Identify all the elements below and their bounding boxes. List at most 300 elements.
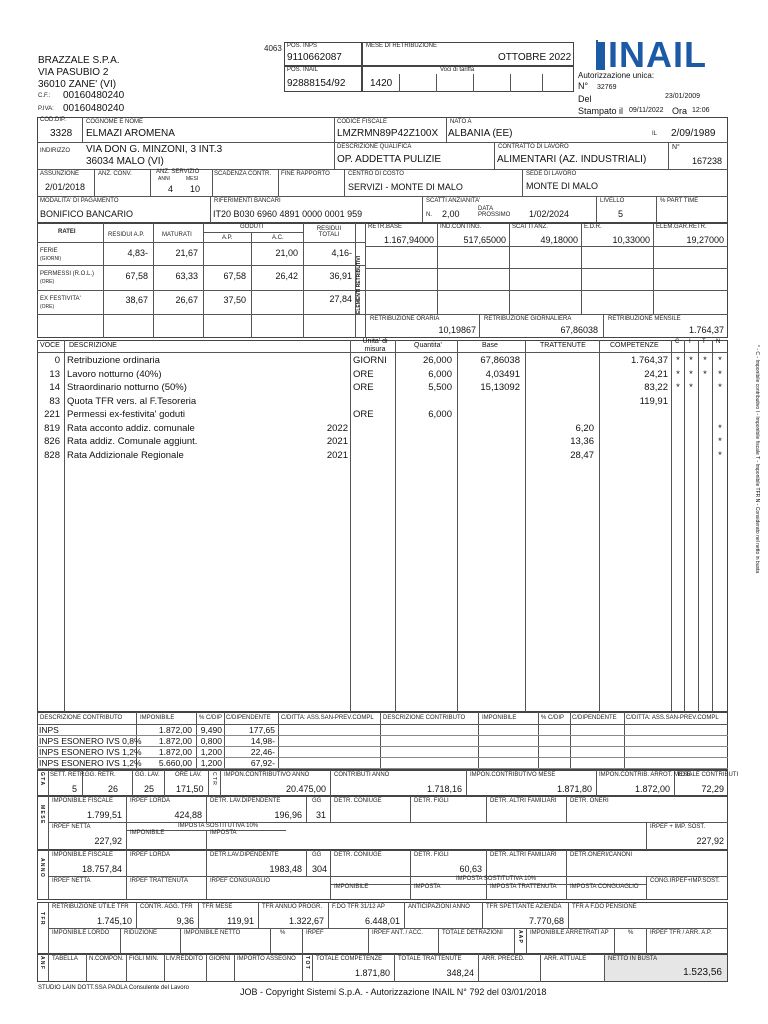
ind-conting-value: 517,65000	[463, 235, 506, 245]
ratei-name: FERIE	[40, 248, 58, 254]
ratei-maturati: 21,67	[175, 248, 198, 258]
il-value: 2/09/1989	[671, 128, 716, 139]
ratei-name: EX FESTIVITA'	[40, 296, 81, 302]
contributi-cell-cdip: 22,46-	[250, 747, 275, 757]
voci-cell-unita: ORE	[353, 409, 374, 420]
emp-line-3	[37, 196, 728, 197]
ratei-goduti-ap: 67,58	[223, 271, 246, 281]
mese-irpef-imp-sost-label: IRPEF + IMP. SOST.	[650, 824, 706, 830]
voci-tariffa-value: 1420	[370, 78, 393, 89]
tfr-v11	[302, 928, 303, 954]
anni-value: 4	[168, 184, 174, 194]
anf-v6	[302, 954, 303, 982]
sett-retr-value: 5	[72, 784, 78, 794]
contributi-cell-desc: INPS ESONERO IVS 1,2%	[39, 747, 142, 757]
tfr-contr-agg-value: 9,36	[176, 916, 194, 926]
voci-h-t: T	[702, 339, 706, 345]
voci-cell-voce: 13	[49, 368, 60, 380]
company-piva-value: 00160480240	[63, 103, 125, 114]
contratto-n-value: 167238	[692, 156, 723, 166]
autorizzazione-label: Autorizzazione unica:	[578, 71, 655, 80]
totale-trattenute-label: TOTALE TRATTENUTE	[398, 956, 462, 962]
gg-v2	[132, 770, 133, 796]
emp-v-livello	[596, 196, 597, 223]
anf-giorni-label: GIORNI	[209, 956, 231, 962]
voci-cell-i: *	[689, 382, 693, 393]
voci-v-base	[457, 340, 458, 712]
tfr-v1	[136, 902, 137, 928]
tfr-v9	[180, 928, 181, 954]
ratei-residui-ap: 4,83-	[127, 248, 148, 258]
tfr-mese-value: 119,91	[227, 916, 254, 926]
voci-divider-4	[510, 74, 511, 92]
anno-imposta-conguaglio-label: IMPOSTA CONGUAGLIO	[570, 884, 639, 890]
contr-v8	[570, 712, 571, 770]
anno-v2	[206, 850, 207, 900]
tfr-contr-agg-label: CONTR. AGG. TFR	[140, 904, 193, 910]
anf-importo-label: IMPORTO ASSEGNO	[237, 956, 296, 962]
ora-label: Ora	[672, 106, 688, 116]
impon-arrot-label: IMPON.CONTRIB. ARROT. MESE	[599, 772, 692, 778]
anno-imposta-trattenuta-label: IMPOSTA TRATTENUTA	[490, 884, 557, 890]
ratei-row1-line	[37, 265, 365, 266]
ratei-residui-ap: 67,58	[125, 271, 148, 281]
fine-rapporto-label: FINE RAPPORTO	[281, 171, 330, 177]
ratei-unit: (GIORNI)	[40, 256, 62, 262]
tfr-side-label: T F R	[39, 912, 45, 925]
retr-line-2	[365, 268, 728, 269]
inail-logo	[594, 34, 720, 75]
ratei-maturati: 63,33	[175, 271, 198, 281]
mese-detr-lav-label: DETR. LAV.DIPENDENTE	[210, 798, 281, 804]
oraria-value: 10,19867	[438, 325, 476, 335]
voci-h-unita: Unita' di misura	[362, 338, 388, 353]
ratei-head-line	[37, 242, 365, 243]
mese-v3	[306, 796, 307, 822]
mese-detr-altri-label: DETR. ALTRI FAMILIARI	[490, 798, 557, 804]
nato-label: NATO A	[450, 119, 472, 125]
ctr-label: C T R	[211, 772, 217, 785]
anf-v0	[48, 954, 49, 982]
anno-irpef-netta-label: IRPEF NETTA	[52, 878, 91, 884]
contributi-cell-pc: 1,200	[200, 747, 222, 757]
contr-v5	[380, 712, 381, 770]
auth-del-value: 23/01/2009	[665, 93, 701, 100]
tfr-fdo-value: 6.448,01	[364, 916, 400, 926]
edr-value: 10,33000	[612, 235, 650, 245]
anno-detr-lav-value: 1983,48	[269, 864, 302, 874]
data-prossimo-value: 1/02/2024	[529, 209, 570, 219]
anf-v5	[234, 954, 235, 982]
company-address-1: VIA PASUBIO 2	[38, 67, 109, 78]
tfr-v6	[482, 902, 483, 928]
impon-contr-mese-label: IMPON.CONTRIBUTIVO MESE	[470, 772, 556, 778]
mese-detr-lav-value: 196,96	[274, 810, 302, 820]
riferimenti-value: IT20 B030 6960 4891 0000 0001 959	[213, 209, 363, 219]
mese-v2	[206, 796, 207, 822]
anf-v10	[540, 954, 541, 982]
ore-lav-value: 171,50	[176, 784, 204, 794]
tfr-imp-netto-label: IMPONIBILE NETTO	[184, 930, 241, 936]
gg-v0	[48, 770, 49, 796]
company-piva-label: P.IVA:	[38, 106, 54, 112]
emp-v-nato	[446, 117, 447, 142]
anno-irpef-lorda-label: IRPEF LORDA	[130, 852, 171, 858]
voci-divider-1	[399, 74, 400, 92]
emp-v-cf	[334, 117, 335, 169]
impon-contr-mese-value: 1.871,80	[556, 784, 592, 794]
contributi-anno-value: 1.718,16	[426, 784, 462, 794]
tfr-v10	[270, 928, 271, 954]
mese-imposta-label: IMPOSTA	[210, 830, 237, 836]
il-label: IL	[652, 131, 658, 137]
contributi-cell-desc: INPS	[39, 725, 59, 735]
assunzione-label: ASSUNZIONE	[40, 171, 80, 177]
tfr-v16	[614, 928, 615, 954]
anno-v4	[330, 850, 331, 900]
contr-h-pc: % C/DIP	[199, 715, 223, 721]
tfr-spettante-value: 7.770,68	[528, 916, 564, 926]
anno-imponibile-label: IMPONIBILE	[334, 884, 369, 890]
auth-n-label: N°	[578, 81, 589, 91]
contr-v7	[538, 712, 539, 770]
mese-v5	[410, 796, 411, 822]
company-address-2: 36010 ZANE' (VI)	[38, 79, 117, 90]
voci-cell-voce: 14	[49, 382, 60, 393]
anz-servizio-label: ANZ. SERVIZIO	[156, 169, 200, 175]
oraria-label: RETRIBUZIONE ORARIA	[370, 316, 440, 322]
tfr-anticipazioni-label: ANTICIPAZIONI ANNO	[408, 904, 470, 910]
voci-cell-voce: 83	[49, 395, 60, 407]
voci-cell-qta: 6,000	[428, 368, 452, 380]
mesi-label: MESI	[186, 176, 199, 182]
anf-v2	[126, 954, 127, 982]
centro-costo-label: CENTRO DI COSTO	[348, 171, 404, 177]
elementi-retributivi-label: ELEMENTI RETRIBUTIVI	[356, 255, 362, 314]
contributi-cell-imp: 1.872,00	[158, 736, 192, 746]
emp-cf-value: LMZRMN89P42Z100X	[337, 128, 439, 139]
voci-cell-qta: 26,000	[422, 355, 452, 366]
voci-cell-c: *	[676, 382, 680, 393]
tfr-irpef-tfr-label: IRPEF TFR / ARR. A.P.	[650, 930, 712, 936]
retr-base-value: 1.167,94000	[383, 235, 434, 245]
ratei-row2-line	[37, 290, 365, 291]
contr-h-desc: DESCRIZIONE CONTRIBUTO	[40, 715, 123, 721]
emp-v-anzserv	[150, 169, 151, 196]
anno-v1	[126, 850, 127, 900]
ratei-row3-line	[37, 314, 365, 315]
ratei-goduti-ac: 21,00	[275, 248, 298, 258]
contributi-cell-imp: 1.872,00	[158, 747, 192, 757]
anf-v3	[164, 954, 165, 982]
contributi-cell-imp: 5.660,00	[158, 758, 192, 768]
contributi-cell-pc: 9,490	[200, 725, 222, 735]
giornaliera-value: 67,86038	[560, 325, 598, 335]
voci-cell-unita: ORE	[353, 368, 374, 380]
anno-mid-line	[48, 876, 728, 877]
edr-label: E.D.R.	[584, 224, 602, 230]
mese-imponibile-label: IMPONIBILE	[130, 830, 165, 836]
voci-cell-desc: Quota TFR vers. al F.Tesoreria	[67, 395, 197, 407]
tfr-annuo-label: TFR ANNUO PROGR.	[262, 904, 323, 910]
tfr-perc-label: %	[280, 930, 286, 936]
giornaliera-label: RETRIBUZIONE GIORNALIERA	[484, 316, 572, 322]
centro-costo-value: SERVIZI - MONTE DI MALO	[348, 182, 463, 192]
qualifica-value: OP. ADDETTA PULIZIE	[337, 154, 442, 165]
tfr-spettante-label: TFR SPETTANTE AZIENDA	[486, 904, 562, 910]
contributi-cell-cdip: 177,65	[249, 725, 275, 735]
anno-detr-figli-value: 60,63	[459, 864, 482, 874]
ratei-h-residui-tot: RESIDUI TOTALI	[316, 226, 342, 238]
emp-v-fine	[278, 169, 279, 196]
voci-cell-c: *	[676, 368, 680, 380]
arr-attuale-label: ARR. ATTUALE	[544, 956, 587, 962]
voci-v-n	[712, 340, 713, 712]
mese-side-label: M E S E	[39, 805, 45, 824]
modalita-value: BONIFICO BANCARIO	[40, 209, 134, 219]
voci-cell-unita: GIORNI	[353, 355, 387, 366]
contributi-cell-imp: 1.872,00	[158, 725, 192, 735]
anno-detr-lav-label: DETR.LAV.DIPENDENTE	[210, 852, 279, 858]
voci-cell-unita: 2021	[326, 449, 348, 461]
tfr-v7	[568, 902, 569, 928]
contributi-cell-cdip: 14,98-	[250, 736, 275, 746]
inail-logo-text: INAIL	[608, 34, 707, 75]
ratei-residui-tot: 4,16-	[331, 248, 352, 258]
tfr-v8	[120, 928, 121, 954]
voci-h-base: Base	[482, 342, 498, 349]
anf-v8	[394, 954, 395, 982]
mese-imposta-sost-label: IMPOSTA SOSTITUTIVA 10%	[178, 823, 259, 829]
gg-v4	[208, 770, 209, 796]
contr-h-pc-2: % C/DIP	[541, 715, 565, 721]
data-prossimo-label: DATA PROSSIMO	[478, 206, 511, 218]
elem-gar-label: ELEM.GAR.RETR.	[656, 224, 707, 230]
voci-v-tratt	[525, 340, 526, 712]
anno-side-label: A N N O	[39, 858, 45, 877]
mese-v8	[646, 822, 647, 850]
tfr-fdo-label: F.DO TFR 31/12 AP	[332, 904, 385, 910]
pos-inail-value: 92888154/92	[287, 78, 346, 89]
mese-v1	[126, 796, 127, 850]
company-cf-label: C.F.:	[38, 93, 51, 99]
voci-cell-tratt: 6,20	[575, 422, 594, 434]
anf-figli-label: FIGLI MIN.	[129, 956, 159, 962]
contributi-row-line	[37, 768, 728, 769]
voci-cell-unita: 2021	[326, 436, 348, 447]
voci-cell-desc: Lavoro notturno (40%)	[67, 368, 162, 380]
mese-block	[37, 796, 728, 850]
sede-label: SEDE DI LAVORO	[526, 171, 577, 177]
voci-cell-n: *	[718, 436, 722, 447]
tfr-v17	[646, 928, 647, 954]
anf-side-label: A N F	[39, 956, 45, 969]
totale-contributi-value: 72,29	[701, 784, 724, 794]
tfr-riduzione-label: RIDUZIONE	[124, 930, 157, 936]
mese-irpef-lorda-label: IRPEF LORDA	[130, 798, 171, 804]
anno-v0	[48, 850, 49, 900]
pos-inps-value: 9110662087	[287, 52, 342, 63]
impon-arrot-value: 1.872,00	[634, 784, 670, 794]
mese-value: OTTOBRE 2022	[498, 52, 572, 63]
contratto-n-label: N°	[672, 144, 680, 151]
anno-detr-altri-label: DETR. ALTRI FAMILIARI	[490, 852, 557, 858]
voci-cell-i: *	[689, 355, 693, 366]
emp-v-scad	[212, 169, 213, 196]
riferimenti-label: RIFERIMENTI BANCARI	[214, 198, 281, 204]
tfr-irpef-label: IRPEF	[306, 930, 324, 936]
gg-lav-label: GG. LAV.	[135, 772, 160, 778]
anno-gg-value: 304	[312, 864, 328, 874]
ratei-h-ratei: RATEI	[58, 229, 76, 235]
arr-preced-label: ARR. PRECED.	[482, 956, 525, 962]
assunzione-value: 2/01/2018	[45, 182, 86, 192]
emp-v-centro	[344, 169, 345, 196]
anf-livreddito-label: LIV.REDDITO	[166, 956, 204, 962]
ore-lav-label: ORE LAV.	[175, 772, 202, 778]
company-name: BRAZZALE S.P.A.	[38, 55, 120, 66]
contratto-label: CONTRATTO DI LAVORO	[498, 144, 569, 150]
anf-v4	[206, 954, 207, 982]
voci-v-i	[684, 340, 685, 712]
ratei-h-ac: A.C.	[272, 235, 284, 241]
mese-irpef-imp-sost-value: 227,92	[696, 836, 724, 846]
anz-conv-label: ANZ. CONV.	[98, 171, 132, 177]
contr-h-desc-2: DESCRIZIONE CONTRIBUTO	[383, 715, 466, 721]
retr-v6	[603, 314, 604, 338]
tfr-retr-utile-value: 1.745,10	[96, 916, 132, 926]
voci-cell-n: *	[718, 382, 722, 393]
tfr-fdo-pens-label: TFR A F.DO PENSIONE	[572, 904, 637, 910]
anno-v5	[410, 850, 411, 900]
scatti-label: SCATTI ANZIANITA'	[426, 198, 481, 204]
voci-v-qta	[395, 340, 396, 712]
anno-v8	[646, 876, 647, 900]
voci-cell-i: *	[689, 368, 693, 380]
voci-v-c	[671, 340, 672, 712]
totale-contributi-label: TOTALE CONTRIBUTI	[677, 772, 739, 778]
sett-retr-label: SETT. RETR.	[50, 772, 87, 778]
emp-v-sede	[522, 169, 523, 196]
voci-tariffa-label: Voci di tariffa	[440, 67, 475, 73]
anno-v7	[566, 850, 567, 900]
mensile-value: 1.764,37	[688, 325, 724, 335]
mese-gg-value: 31	[316, 810, 327, 820]
voci-cell-n: *	[718, 422, 722, 434]
scatti-n-value: 2,00	[442, 209, 460, 219]
ratei-h-goduti: GODUTI	[240, 224, 264, 230]
mese-imp-fiscale-label: IMPONIBILE FISCALE	[52, 798, 114, 804]
anf-tot-label: T O T	[304, 956, 310, 969]
part-time-label: % PART TIME	[660, 198, 699, 204]
tfr-retr-utile-label: RETRIBUZIONE UTILE TFR	[52, 904, 129, 910]
ratei-residui-ap: 38,67	[125, 295, 148, 305]
voci-divider-5	[542, 74, 543, 92]
elem-gar-value: 19,27000	[686, 235, 724, 245]
tfr-perc2-label: %	[628, 930, 634, 936]
tfr-v14	[514, 928, 515, 954]
contr-v9	[624, 712, 625, 770]
voci-h-descrizione: DESCRIZIONE	[69, 342, 117, 349]
gg-retr-label: GG. RETR.	[85, 772, 116, 778]
contributi-cell-pc: 1,200	[200, 758, 222, 768]
voci-cell-qta: 6,000	[428, 409, 452, 420]
tfr-v5	[404, 902, 405, 928]
indirizzo-2: 36034 MALO (VI)	[86, 156, 164, 167]
ratei-residui-tot: 27,84	[329, 294, 352, 304]
ratei-goduti-ap: 37,50	[223, 295, 246, 305]
mese-v9	[206, 830, 207, 850]
contr-h-cditta-2: C/DITTA: ASS.SAN-PREV.COMPL	[626, 715, 719, 721]
tfr-v4	[328, 902, 329, 928]
anno-v3	[306, 850, 307, 876]
mese-v6	[486, 796, 487, 822]
tfr-tot-detr-label: TOTALE DETRAZIONI	[442, 930, 503, 936]
mese-detr-oneri-label: DETR. ONERI	[570, 798, 609, 804]
indirizzo-1: VIA DON G. MINZONI, 3 INT.3	[86, 144, 223, 155]
mese-irpef-netta-value: 227,92	[94, 836, 122, 846]
anno-irpef-conguaglio-label: IRPEF CONGUAGLIO	[210, 878, 271, 884]
voci-cell-voce: 221	[44, 409, 60, 420]
voci-cell-desc: Straordinario notturno (50%)	[67, 382, 187, 393]
tfr-annuo-value: 1.322,67	[288, 916, 324, 926]
pos-inail-label: POS. INAIL	[287, 67, 319, 73]
contratto-value: ALIMENTARI (AZ. INDUSTRIALI)	[497, 154, 647, 165]
mese-gg-label: GG	[312, 798, 322, 804]
voci-side-note: * - C - Imponibile contributivo I - Imponibile fiscale T - Imponibile TFR N - Considerato nel netto in busta	[754, 345, 760, 574]
ratei-name: PERMESSI (R.O.L.)	[40, 271, 95, 277]
voci-cell-n: *	[718, 449, 722, 461]
voci-cell-tratt: 28,47	[570, 449, 594, 461]
emp-line-1	[37, 142, 728, 143]
emp-line-2	[37, 169, 728, 170]
indirizzo-label: INDIRIZZO	[40, 148, 70, 154]
auth-del-label: Del	[578, 94, 592, 104]
totale-trattenute-value: 348,24	[446, 968, 474, 978]
tfr-v3	[258, 902, 259, 928]
nome-value: ELMAZI AROMENA	[86, 128, 175, 139]
scadenza-label: SCADENZA CONTR.	[214, 171, 272, 177]
ind-conting-label: IND.CONTING.	[440, 224, 482, 230]
contr-v4	[278, 712, 279, 770]
impon-contr-anno-label: IMPON.CONTRIBUTIVO ANNO	[224, 772, 310, 778]
mensile-label: RETRIBUZIONE MENSILE	[608, 316, 681, 322]
pos-inps-label: POS. INPS	[287, 43, 318, 49]
ratei-unit: (ORE)	[40, 304, 55, 310]
stampato-value: 09/11/2022	[629, 107, 664, 114]
emp-v-anzconv	[94, 169, 95, 196]
retr-line-1	[365, 246, 728, 247]
tfr-irpef-ant-label: IRPEF ANT. / ACC.	[372, 930, 424, 936]
anf-tabella-label: TABELLA	[52, 956, 78, 962]
contr-h-imp: IMPONIBILE	[140, 715, 175, 721]
mese-detr-figli-label: DETR. FIGLI	[414, 798, 449, 804]
anf-v7	[312, 954, 313, 982]
tfr-v13	[438, 928, 439, 954]
qualifica-label: DESCRIZIONE QUALIFICA	[337, 144, 412, 150]
anno-detr-figli-label: DETR. FIGLI	[414, 852, 449, 858]
contr-h-cdip: C/DIPENDENTE	[226, 715, 271, 721]
voci-cell-qta: 5,500	[428, 382, 452, 393]
tfr-mese-label: TFR MESE	[202, 904, 233, 910]
gg-v6	[330, 770, 331, 796]
retr-line-3	[365, 290, 728, 291]
anno-v6	[486, 850, 487, 900]
voci-divider-3	[473, 74, 474, 92]
contributi-cell-desc: INPS ESONERO IVS 1,2%	[39, 758, 142, 768]
voci-cell-voce: 819	[44, 422, 60, 434]
contributi-cell-cdip: 67,92-	[250, 758, 275, 768]
